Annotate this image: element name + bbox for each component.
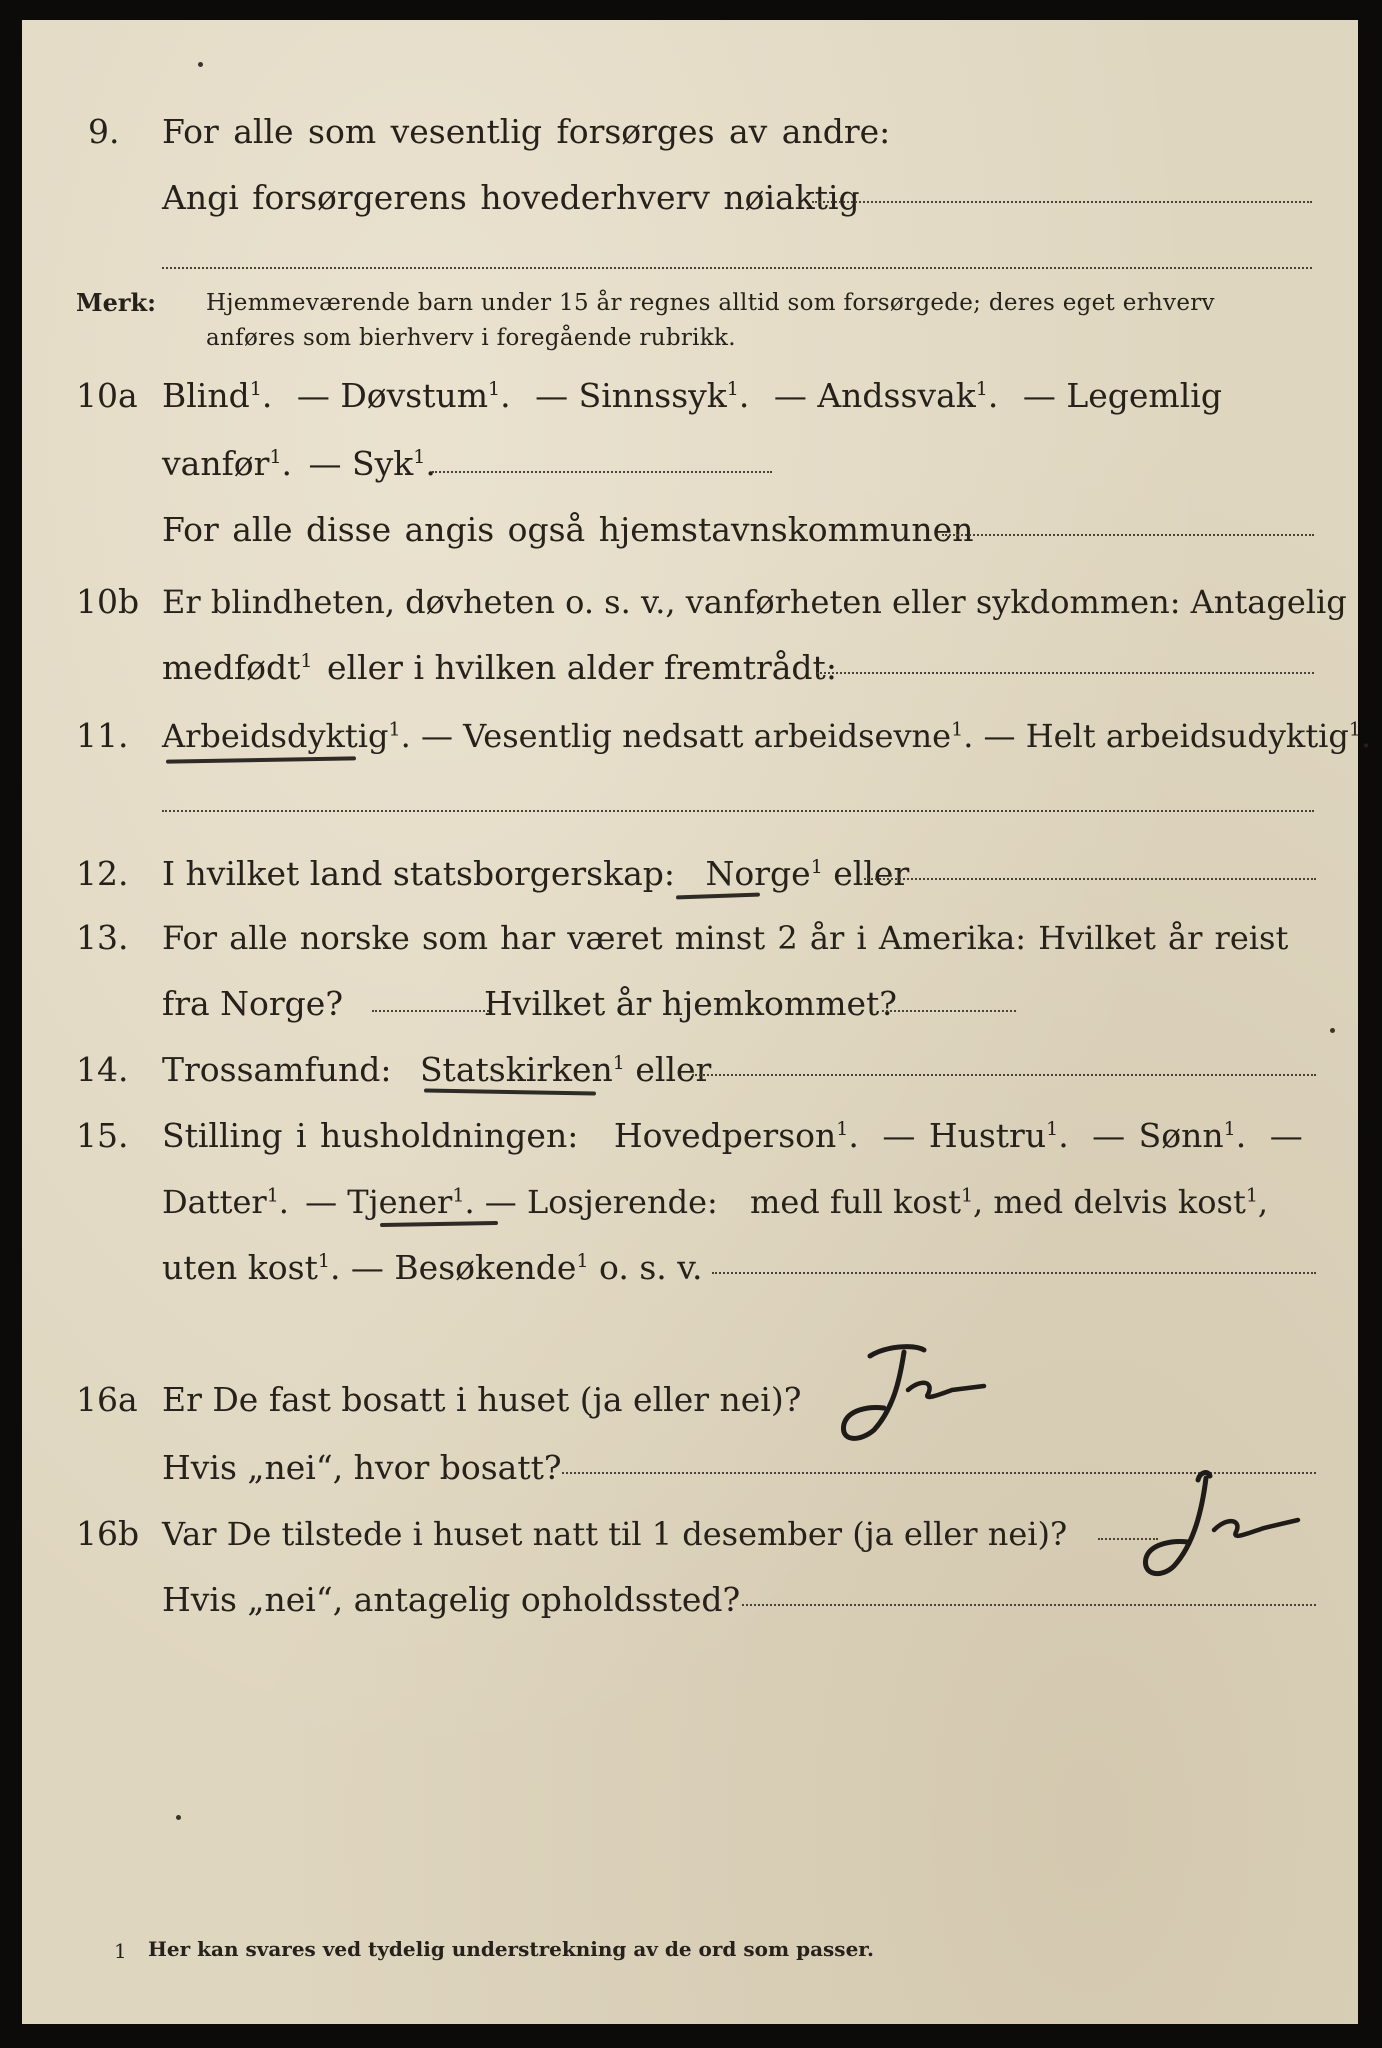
question-number: 14.	[76, 1050, 129, 1089]
speck	[1330, 1028, 1335, 1033]
question-16a-line1: Er De fast bosatt i huset (ja eller nei)?	[162, 1380, 802, 1419]
form-page	[22, 20, 1372, 2024]
question-number: 15.	[76, 1116, 129, 1155]
question-10b-line1: Er blindheten, døvheten o. s. v., vanførheten eller sykdommen: Antagelig	[162, 583, 1347, 621]
answer-line[interactable]	[712, 1272, 1316, 1274]
question-11-line1: Arbeidsdyktig$^1$. — Vesentlig nedsatt arbeidsevne$^1$. — Helt arbeidsudyktig$^1$.	[162, 717, 1372, 755]
option-hustru: — Hustru	[882, 1116, 1047, 1155]
question-9-line2: Angi forsørgerens hovederhverv nøiaktig	[162, 178, 860, 217]
question-number: 13.	[76, 918, 129, 957]
question-10b-line2: medfødt$^1$ eller i hvilken alder fremtrådt:	[162, 648, 837, 687]
speck	[176, 1815, 181, 1820]
option-datter: Datter	[162, 1183, 267, 1221]
question-15-line3: uten kost$^1$. — Besøkende$^1$ o. s. v.	[162, 1248, 703, 1287]
footnote-mark: 1	[114, 1939, 127, 1963]
answer-line[interactable]	[692, 1074, 1316, 1076]
option-full-kost: med full kost	[749, 1183, 961, 1221]
answer-line[interactable]	[742, 1604, 1316, 1606]
question-13-line1: For alle norske som har været minst 2 år i Amerika: Hvilket år reist	[162, 919, 1289, 957]
answer-line[interactable]	[162, 810, 1314, 812]
option-arbeidsdyktig: Arbeidsdyktig	[162, 717, 389, 755]
handwritten-answer-ja	[812, 1338, 1002, 1448]
merk-label: Merk:	[76, 288, 156, 317]
handwritten-underline	[380, 1221, 498, 1227]
option-andssvak: — Andssvak	[773, 376, 976, 415]
answer-line[interactable]	[882, 1010, 1016, 1012]
question-16b-line2: Hvis „nei“, antagelig opholdssted?	[162, 1580, 741, 1619]
option-delvis-kost: , med delvis kost	[973, 1183, 1246, 1221]
handwritten-underline	[166, 756, 356, 763]
question-9-line1: For alle som vesentlig forsørges av andre:	[162, 112, 891, 151]
answer-line[interactable]	[817, 672, 1314, 674]
question-14-line1: Trossamfund: Statskirken$^1$ eller	[162, 1050, 712, 1089]
question-number: 11.	[76, 716, 129, 755]
answer-line[interactable]	[162, 267, 1312, 269]
question-10a-line3: For alle disse angis også hjemstavnskommunen	[162, 510, 974, 549]
question-16b-line1: Var De tilstede i huset natt til 1 desember (ja eller nei)?	[162, 1515, 1068, 1553]
question-number: 10a	[76, 376, 138, 415]
option-legemlig: — Legemlig	[1022, 376, 1222, 415]
question-10a-line2: vanfør$^1$. — Syk$^1$.	[162, 444, 436, 483]
option-blind: Blind	[162, 376, 250, 415]
question-16a-line2: Hvis „nei“, hvor bosatt?	[162, 1448, 562, 1487]
question-number: 16a	[76, 1380, 138, 1419]
merk-line1: Hjemmeværende barn under 15 år regnes alltid som forsørgede; deres eget erhverv	[206, 290, 1215, 316]
question-13-line2a: fra Norge?	[162, 984, 344, 1023]
question-number: 10b	[76, 582, 140, 621]
question-13-line2b: Hvilket år hjemkommet?	[484, 984, 897, 1023]
answer-line[interactable]	[812, 201, 1312, 203]
answer-line[interactable]	[372, 1010, 492, 1012]
option-sonn: — Sønn	[1092, 1116, 1224, 1155]
option-syk: — Syk	[308, 444, 414, 483]
option-vanfor: vanfør	[162, 444, 270, 483]
option-besokende: . — Besøkende	[329, 1248, 577, 1287]
option-tjener: — Tjener	[305, 1183, 453, 1221]
option-norge: Norge	[705, 854, 811, 893]
option-dovstum: — Døvstum	[296, 376, 489, 415]
option-statskirken: Statskirken	[419, 1050, 613, 1089]
question-number: 9.	[88, 112, 120, 151]
question-12-line1: I hvilket land statsborgerskap: Norge$^1$ eller	[162, 854, 910, 893]
option-uten-kost: uten kost	[162, 1248, 318, 1287]
answer-line[interactable]	[864, 878, 1316, 880]
question-15-line1: Stilling i husholdningen: Hovedperson$^1$. — Hustru$^1$. — Sønn$^1$. —	[162, 1116, 1303, 1155]
merk-line2: anføres som bierhverv i foregående rubrikk.	[206, 325, 736, 351]
option-hovedperson: Hovedperson	[613, 1116, 837, 1155]
question-number: 16b	[76, 1514, 140, 1553]
handwritten-answer-ja	[1118, 1460, 1318, 1590]
option-sinnssyk: — Sinnssyk	[535, 376, 727, 415]
question-10a-line1: Blind$^1$. — Døvstum$^1$. — Sinnssyk$^1$. — Andssvak$^1$. — Legemlig	[162, 376, 1222, 415]
speck	[198, 62, 203, 67]
answer-line[interactable]	[432, 471, 772, 473]
option-medfodt: medfødt	[162, 648, 301, 687]
question-15-line2: Datter$^1$. — Tjener$^1$. — Losjerende: med full kost$^1$, med delvis kost$^1$,	[162, 1183, 1269, 1221]
question-number: 12.	[76, 854, 129, 893]
answer-line[interactable]	[942, 534, 1314, 536]
footnote-text: Her kan svares ved tydelig understrekning av de ord som passer.	[148, 1937, 874, 1961]
